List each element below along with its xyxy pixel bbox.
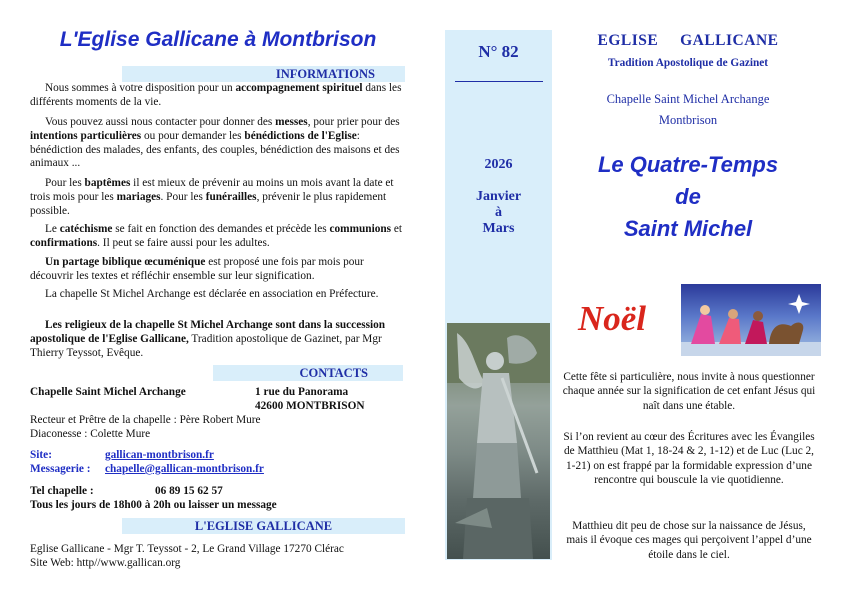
bulletin-title-line3: Saint Michel xyxy=(623,216,753,241)
paragraph-noel-1: Cette fête si particulière, nous invite à nous questionner chaque année sur la signification de cet enfant Jésus qui naît dans une étable. xyxy=(562,371,816,412)
chapel-title: Chapelle Saint Michel Archange xyxy=(606,92,770,106)
address-line2: 42600 MONTBRISON xyxy=(255,400,365,412)
mail-label: Messagerie : xyxy=(30,463,91,475)
tel-label: Tel chapelle : xyxy=(30,485,94,497)
issue-year: 2026 xyxy=(484,157,513,172)
footer-address: Eglise Gallicane - Mgr T. Teyssot - 2, Le Grand Village 17270 Clérac xyxy=(30,543,344,555)
tel-value: 06 89 15 62 57 xyxy=(155,485,223,497)
eglise-gallicane-title: EGLISE GALLICANE xyxy=(597,32,779,49)
paragraph-succession: Les religieux de la chapelle St Michel Archange sont dans la succession apostolique de l'Eglise Gallicane, Tradition apostolique de Gazinet, par Mgr Thierry Teyssot, Evêque. xyxy=(30,319,386,359)
three-kings-image xyxy=(681,284,821,356)
period-start: Janvier xyxy=(475,189,522,204)
bulletin-title-line2: de xyxy=(675,184,701,209)
tradition-subtitle: Tradition Apostolique de Gazinet xyxy=(607,57,769,69)
contacts-heading: CONTACTS xyxy=(213,365,403,381)
city: Montbrison xyxy=(658,113,718,127)
saint-michel-statue-image xyxy=(447,323,550,559)
paragraph-noel-2: Si l’on revient au cœur des Écritures avec les Évangiles de Matthieu (Mat 1, 18-24 & 2, 1-12) et de Luc (Luc 2, 1-21) on est frappé par la formidable expression d’une rencontre qui bouscule la vie quotidienne. xyxy=(563,431,815,486)
divider xyxy=(455,81,543,82)
informations-heading: INFORMATIONS xyxy=(122,66,405,82)
opening-hours: Tous les jours de 18h00 à 20h ou laisser un message xyxy=(30,499,277,511)
footer-website: Site Web: http//www.gallican.org xyxy=(30,557,181,569)
eglise-gallicane-heading: L'EGLISE GALLICANE xyxy=(122,518,405,534)
mail-link[interactable]: chapelle@gallican-montbrison.fr xyxy=(105,463,264,475)
period-end: Mars xyxy=(482,221,515,236)
issue-number: N° 82 xyxy=(478,42,519,61)
chapel-name: Chapelle Saint Michel Archange xyxy=(30,386,186,398)
bulletin-title-line1: Le Quatre-Temps xyxy=(597,152,779,177)
address-line1: 1 rue du Panorama xyxy=(255,386,349,398)
paragraph-association: La chapelle St Michel Archange est déclarée en association en Préfecture. xyxy=(45,288,379,300)
paragraph-noel-3: Matthieu dit peu de chose sur la naissance de Jésus, mais il évoque ces mages qui perçoivent l’appel d’une étoile dans le ciel. xyxy=(566,520,812,561)
deaconess: Diaconesse : Colette Mure xyxy=(30,428,151,440)
paragraph-messes: Vous pouvez aussi nous contacter pour donner des messes, pour prier pour des intentions particulières ou pour demander les bénédictions de l'Eglise: bénédiction des malades, des enfants, des couples, bénédiction des maisons et des animaux ... xyxy=(30,116,400,170)
noel-heading: Noël xyxy=(578,299,647,338)
rector: Recteur et Prêtre de la chapelle : Père Robert Mure xyxy=(30,414,261,426)
paragraph-sacrements: Pour les baptêmes il est mieux de prévenir au moins un mois avant la date et trois mois pour les mariages. Pour les funérailles, prévenir le plus rapidement possible. xyxy=(30,177,394,217)
page-title: L'Eglise Gallicane à Montbrison xyxy=(59,28,377,51)
paragraph-accompagnement: Nous sommes à votre disposition pour un accompagnement spirituel dans les différents moments de la vie. xyxy=(30,82,402,108)
site-label: Site: xyxy=(30,449,52,461)
paragraph-partage-biblique: Un partage biblique œcuménique est proposé une fois par mois pour découvrir les textes et réfléchir ensemble sur leur signification. xyxy=(30,256,364,282)
paragraph-catechisme: Le catéchisme se fait en fonction des demandes et précède les communions et confirmations. Il peut se faire aussi pour les adultes. xyxy=(30,223,403,249)
site-link[interactable]: gallican-montbrison.fr xyxy=(105,449,214,461)
period-sep: à xyxy=(495,205,502,220)
